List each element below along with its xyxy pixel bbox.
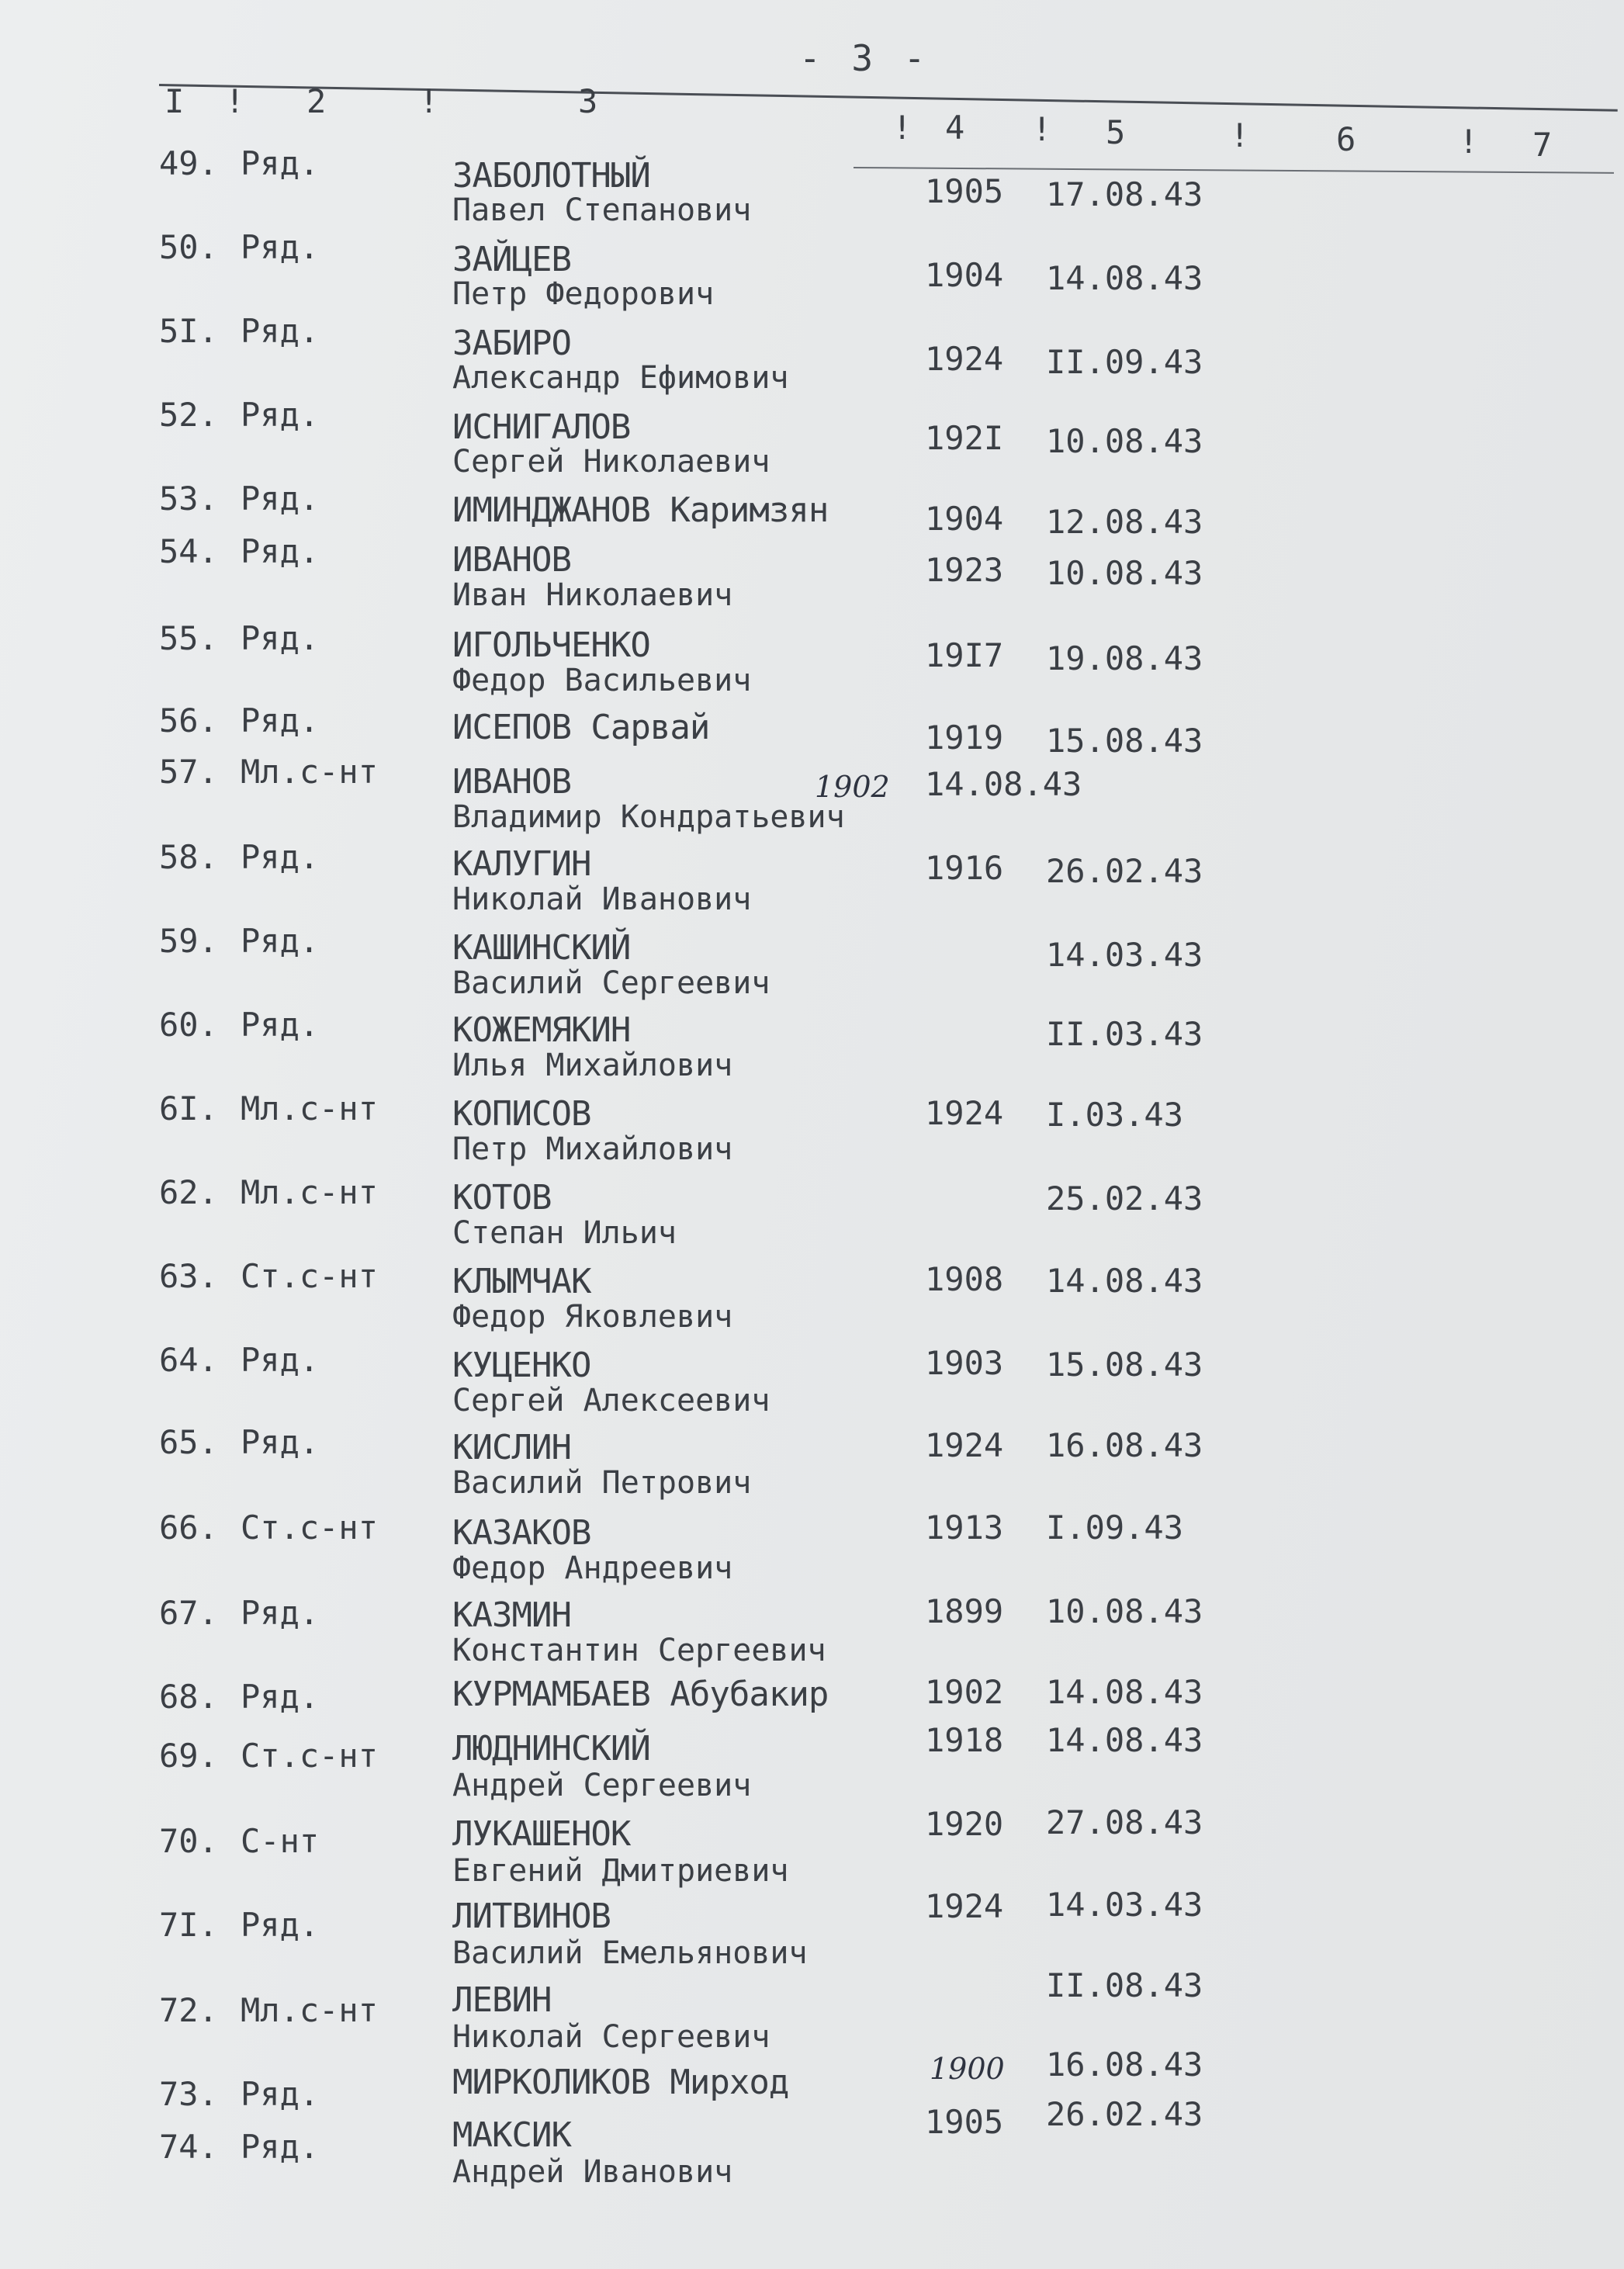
rank: Ряд.	[241, 2128, 320, 2166]
row-number: 67.	[159, 1594, 218, 1632]
row-number: 56.	[159, 701, 218, 740]
date: 26.02.43	[1046, 852, 1203, 890]
rank: Ряд.	[241, 1006, 320, 1044]
row-number: 53.	[159, 480, 218, 518]
column-number: 7	[1532, 126, 1553, 164]
column-separator: !	[419, 82, 439, 120]
column-number: 6	[1336, 120, 1356, 158]
rank: Ряд.	[241, 396, 320, 434]
rank: Ряд.	[241, 480, 320, 518]
rank: Ряд.	[241, 1423, 320, 1461]
row-number: 63.	[159, 1257, 218, 1295]
given-name: Федор Васильевич	[452, 663, 752, 698]
birth-year: 1899	[925, 1592, 1004, 1630]
date: 15.08.43	[1046, 1346, 1203, 1384]
given-name: Николай Иванович	[452, 882, 752, 917]
rank: Ряд.	[241, 701, 320, 740]
column-number: 5	[1106, 113, 1126, 151]
rank: С-нт	[241, 1822, 320, 1860]
date: 14.03.43	[1046, 936, 1203, 974]
row-number: 62.	[159, 1173, 218, 1211]
birth-year: 1905	[925, 2103, 1004, 2141]
header-rule	[159, 84, 1618, 112]
column-separator: !	[892, 109, 912, 147]
column-separator: !	[225, 82, 245, 120]
row-number: 49.	[159, 144, 218, 182]
surname: ЗАЙЦЕВ	[452, 240, 571, 279]
given-name: Федор Яковлевич	[452, 1299, 733, 1335]
row-number: 52.	[159, 396, 218, 434]
surname: ИВАНОВ	[452, 762, 571, 802]
surname: ИСНИГАЛОВ	[452, 407, 631, 447]
surname: ЗАБИРО	[452, 324, 571, 363]
surname: КИСЛИН	[452, 1428, 571, 1467]
birth-year: 1905	[925, 172, 1004, 210]
date: 14.03.43	[1046, 1886, 1203, 1924]
birth-year: 1913	[925, 1509, 1004, 1547]
date: 14.08.43	[1046, 1673, 1203, 1711]
rank: Мл.с-нт	[241, 1173, 379, 1211]
row-number: 60.	[159, 1006, 218, 1044]
date: 14.08.43	[1046, 259, 1203, 297]
given-name: Александр Ефимович	[452, 360, 789, 396]
given-name: Владимир Кондратьевич	[452, 799, 845, 835]
row-number: 7I.	[159, 1906, 218, 1944]
given-name: Сергей Алексеевич	[452, 1383, 770, 1419]
rank: Мл.с-нт	[241, 1991, 379, 2029]
date: 26.02.43	[1046, 2095, 1203, 2133]
row-number: 68.	[159, 1678, 218, 1716]
given-name: Андрей Сергеевич	[452, 1768, 752, 1803]
date: 14.08.43	[1046, 1262, 1203, 1300]
given-name: Василий Петрович	[452, 1465, 752, 1501]
given-name: Федор Андреевич	[452, 1550, 733, 1586]
rank: Ряд.	[241, 532, 320, 570]
rank: Ряд.	[241, 1906, 320, 1944]
given-name: Евгений Дмитриевич	[452, 1853, 789, 1889]
surname: КАШИНСКИЙ	[452, 928, 631, 968]
birth-year: 1904	[925, 256, 1004, 294]
surname: ИСЕПОВ Сарвай	[452, 708, 710, 747]
surname: ЛЮДНИНСКИЙ	[452, 1729, 650, 1768]
rank: Ряд.	[241, 1678, 320, 1716]
row-number: 55.	[159, 619, 218, 657]
column-number: 4	[945, 109, 965, 147]
surname: ИГОЛЬЧЕНКО	[452, 625, 650, 665]
rank: Ряд.	[241, 312, 320, 350]
date: 10.08.43	[1046, 422, 1203, 460]
date: 10.08.43	[1046, 1592, 1203, 1630]
row-number: 74.	[159, 2128, 218, 2166]
row-number: 57.	[159, 753, 218, 791]
surname: КАЗМИН	[452, 1595, 571, 1635]
rank: Ряд.	[241, 2075, 320, 2113]
surname: МАКСИК	[452, 2115, 571, 2155]
rank: Ст.с-нт	[241, 1257, 379, 1295]
date: 14.08.43	[925, 765, 1082, 803]
birth-year: 192I	[925, 419, 1004, 457]
column-number: 3	[578, 82, 598, 120]
rank: Ряд.	[241, 838, 320, 876]
given-name: Степан Ильич	[452, 1215, 677, 1251]
given-name: Иван Николаевич	[452, 577, 733, 613]
given-name: Павел Степанович	[452, 192, 752, 228]
birth-year: 1904	[925, 500, 1004, 538]
rank: Ст.с-нт	[241, 1737, 379, 1775]
date: II.09.43	[1046, 343, 1203, 381]
row-number: 70.	[159, 1822, 218, 1860]
column-number: 2	[306, 82, 327, 120]
rank: Ряд.	[241, 1341, 320, 1379]
birth-year: 1902	[925, 1673, 1004, 1711]
column-number: I	[164, 82, 185, 120]
birth-year: 1924	[925, 1426, 1004, 1464]
surname: КОПИСОВ	[452, 1094, 591, 1134]
given-name: Николай Сергеевич	[452, 2019, 770, 2055]
surname: КУЦЕНКО	[452, 1346, 591, 1385]
page-number: - 3 -	[799, 37, 930, 79]
column-separator: !	[1230, 116, 1250, 154]
date: 16.08.43	[1046, 1426, 1203, 1464]
given-name: Петр Федорович	[452, 276, 715, 312]
birth-year: 1918	[925, 1721, 1004, 1759]
date: 10.08.43	[1046, 554, 1203, 592]
date: I.03.43	[1046, 1096, 1184, 1134]
rank: Ст.с-нт	[241, 1509, 379, 1547]
row-number: 66.	[159, 1509, 218, 1547]
given-name: Петр Михайлович	[452, 1131, 733, 1167]
birth-year: 1924	[925, 340, 1004, 378]
rank: Ряд.	[241, 228, 320, 266]
date: 19.08.43	[1046, 639, 1203, 677]
row-number: 50.	[159, 228, 218, 266]
given-name: Василий Сергеевич	[452, 965, 770, 1001]
birth-year: 1903	[925, 1344, 1004, 1382]
date: 25.02.43	[1046, 1180, 1203, 1218]
birth-year: 1924	[925, 1887, 1004, 1925]
date: I.09.43	[1046, 1509, 1184, 1547]
surname: ЛЕВИН	[452, 1980, 552, 2020]
given-name: Илья Михайлович	[452, 1048, 733, 1083]
birth-year: 1908	[925, 1260, 1004, 1298]
surname: КУРМАМБАЕВ Абубакир	[452, 1675, 829, 1714]
given-name: Сергей Николаевич	[452, 444, 770, 480]
surname: ЗАБОЛОТНЫЙ	[452, 156, 650, 196]
birth-year: 1923	[925, 551, 1004, 589]
date: 14.08.43	[1046, 1721, 1203, 1759]
row-number: 73.	[159, 2075, 218, 2113]
date: II.03.43	[1046, 1015, 1203, 1053]
column-separator: !	[1459, 123, 1479, 161]
date: II.08.43	[1046, 1966, 1203, 2004]
date: 16.08.43	[1046, 2046, 1203, 2084]
row-number: 69.	[159, 1737, 218, 1775]
column-separator: !	[1032, 110, 1052, 148]
rank: Ряд.	[241, 922, 320, 960]
handwritten-year: 1900	[930, 2052, 1005, 2086]
handwritten-year: 1902	[815, 770, 890, 804]
rank: Ряд.	[241, 144, 320, 182]
row-number: 5I.	[159, 312, 218, 350]
row-number: 6I.	[159, 1089, 218, 1128]
rank: Мл.с-нт	[241, 1089, 379, 1128]
row-number: 65.	[159, 1423, 218, 1461]
row-number: 59.	[159, 922, 218, 960]
row-number: 64.	[159, 1341, 218, 1379]
given-name: Андрей Иванович	[452, 2154, 733, 2190]
given-name: Василий Емельянович	[452, 1935, 808, 1971]
birth-year: 1924	[925, 1094, 1004, 1132]
date: 12.08.43	[1046, 503, 1203, 541]
surname: КЛЫМЧАК	[452, 1262, 591, 1301]
surname: ЛУКАШЕНОК	[452, 1814, 631, 1854]
birth-year: 1920	[925, 1805, 1004, 1843]
surname: ЛИТВИНОВ	[452, 1897, 611, 1936]
surname: ИВАНОВ	[452, 540, 571, 580]
date: 17.08.43	[1046, 175, 1203, 213]
rank: Ряд.	[241, 619, 320, 657]
given-name: Константин Сергеевич	[452, 1633, 826, 1668]
date: 27.08.43	[1046, 1803, 1203, 1841]
row-number: 58.	[159, 838, 218, 876]
birth-year: 1916	[925, 849, 1004, 887]
surname: ИМИНДЖАНОВ Каримзян	[452, 490, 829, 530]
surname: МИРКОЛИКОВ Мирход	[452, 2063, 789, 2102]
surname: КОЖЕМЯКИН	[452, 1010, 631, 1050]
rank: Ряд.	[241, 1594, 320, 1632]
surname: КАЗАКОВ	[452, 1513, 591, 1553]
date: 15.08.43	[1046, 722, 1203, 760]
surname: КОТОВ	[452, 1178, 552, 1218]
row-number: 72.	[159, 1991, 218, 2029]
surname: КАЛУГИН	[452, 844, 591, 884]
birth-year: 1919	[925, 719, 1004, 757]
row-number: 54.	[159, 532, 218, 570]
birth-year: 19I7	[925, 636, 1004, 674]
rank: Мл.с-нт	[241, 753, 379, 791]
